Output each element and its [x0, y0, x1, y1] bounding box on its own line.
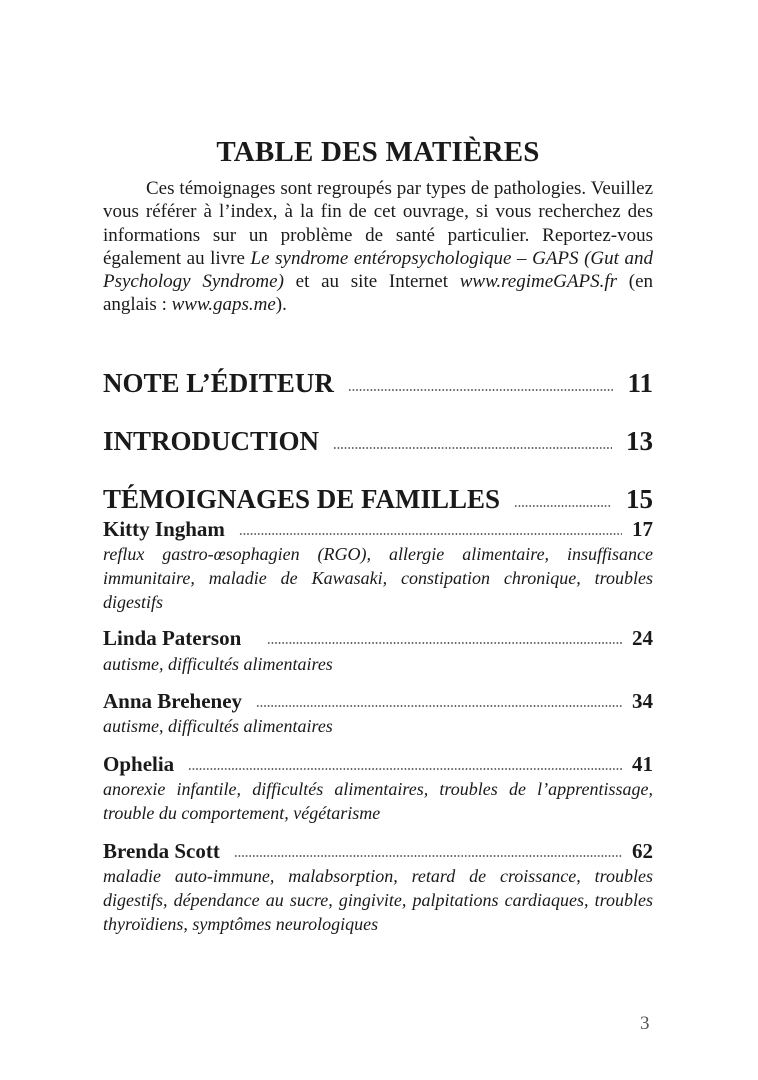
toc-entry-ophelia[interactable] [103, 751, 653, 777]
section-label: NOTE L’ÉDITEUR [103, 368, 334, 398]
toc-page [103, 0, 653, 1080]
toc-entry-brenda-scott[interactable] [103, 838, 653, 864]
dot-leader [267, 642, 622, 644]
intro-text-4: ). [275, 294, 287, 316]
section-label: TÉMOIGNAGES DE FAMILLES [103, 484, 501, 514]
website-fr: www.regimeGAPS.fr [459, 271, 617, 293]
dot-leader [234, 855, 622, 857]
entry-page-number: 24 [632, 626, 653, 650]
toc-entry-linda-paterson[interactable] [103, 625, 653, 651]
intro-paragraph [103, 177, 653, 317]
entry-page-number: 62 [632, 839, 653, 863]
dot-leader [514, 505, 612, 507]
section-page-number: 13 [626, 426, 653, 456]
toc-section-note-editeur[interactable] [103, 367, 653, 399]
intro-text-2: et au site Internet [283, 271, 460, 293]
dot-leader [333, 447, 612, 449]
page-number: 3 [640, 1013, 650, 1034]
intro-text-3: (en anglais : [103, 271, 653, 316]
entry-description: reflux gastro-œsophagien (RGO), allergie alimentaire, insuffisance immunitaire, maladie de Kawasaki, constipation chronique, troubles digestifs [103, 544, 653, 612]
website-en: www.gaps.me [171, 294, 276, 316]
section-page-number: 11 [627, 368, 653, 398]
toc-entry-anna-breheney[interactable] [103, 688, 653, 714]
entry-description: autisme, difficultés alimentaires [103, 654, 333, 674]
section-label: INTRODUCTION [103, 426, 320, 456]
dot-leader [348, 389, 614, 391]
dot-leader [256, 705, 622, 707]
section-page-number: 15 [626, 484, 653, 514]
toc-section-introduction[interactable] [103, 425, 653, 457]
entry-name: Kitty Ingham [103, 517, 225, 541]
entry-page-number: 17 [632, 517, 653, 541]
entry-name: Linda Paterson [103, 626, 242, 650]
entry-name: Ophelia [103, 752, 175, 776]
entry-description: autisme, difficultés alimentaires [103, 716, 333, 736]
entry-page-number: 34 [632, 689, 653, 713]
toc-entry-kitty-ingham[interactable] [103, 516, 653, 542]
book-title: Le syndrome entéropsychologique – GAPS (Gut and Psychology Syndrome) [103, 247, 654, 293]
entry-description: maladie auto-immune, malabsorption, retard de croissance, troubles digestifs, dépendance au sucre, gingivite, palpitations cardiaques, troubles thyroïdiens, symptômes neurologiques [103, 866, 653, 934]
dot-leader [239, 533, 622, 535]
dot-leader [188, 768, 622, 770]
intro-text-1: Ces témoignages sont regroupés par types de pathologies. Veuillez vous référer à l’index, à la fin de cet ouvrage, si vous recherchez des informations sur un problème de santé particulier. Reportez-vous également au livre [103, 178, 653, 269]
entry-page-number: 41 [632, 752, 653, 776]
entry-name: Brenda Scott [103, 839, 220, 863]
toc-section-temoignages[interactable] [103, 483, 653, 515]
entry-description: anorexie infantile, difficultés alimentaires, troubles de l’apprentissage, trouble du comportement, végétarisme [103, 779, 653, 823]
entry-name: Anna Breheney [103, 689, 243, 713]
page-title: TABLE DES MATIÈRES [216, 136, 540, 168]
